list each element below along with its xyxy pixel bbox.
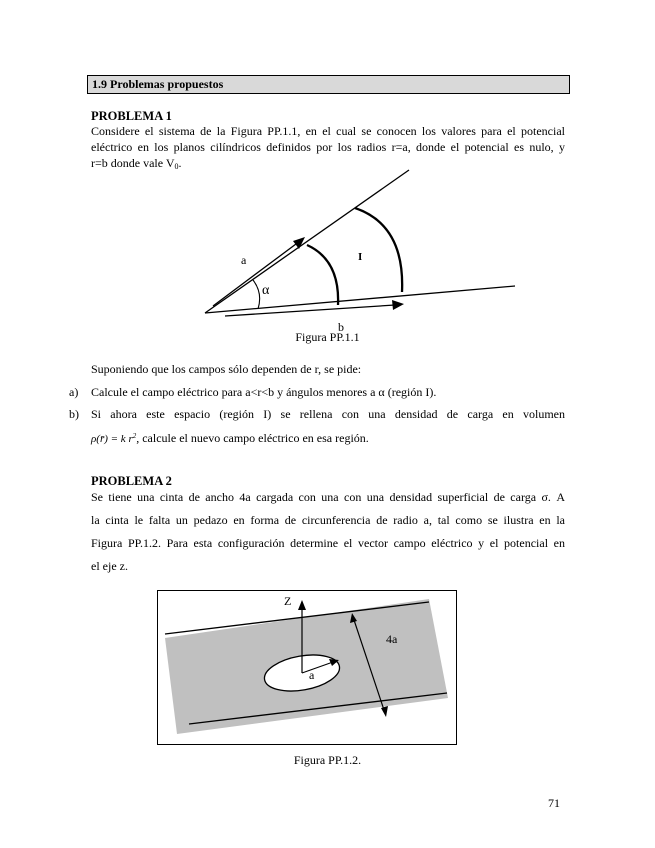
- fig2-label-4a: 4a: [386, 632, 398, 646]
- problem1-heading: PROBLEMA 1: [91, 109, 172, 123]
- fig1-label-region: I: [358, 251, 363, 263]
- figure-pp-1-1: [195, 165, 525, 335]
- figure-pp-1-2-caption: Figura PP.1.2.: [293, 753, 362, 767]
- section-title: 1.9 Problemas propuestos: [87, 75, 570, 94]
- problem2-heading: PROBLEMA 2: [91, 474, 172, 488]
- figure-pp-1-2: [157, 590, 457, 745]
- problem2-text: [91, 486, 565, 578]
- fig2-label-a: a: [309, 668, 315, 682]
- item-b-line2: ρ(r̄) = k $r^2$, calcule el nuevo campo eléctrico en esa región.: [91, 431, 369, 445]
- rho-formula: ρ(r̄) = k $r^2$: [91, 432, 137, 445]
- problem1-intro-line1: Considere el sistema de la Figura PP.1.1, en el cual se conocen los valores para el potencial: [91, 124, 565, 138]
- figure-pp-1-1-caption: Figura PP.1.1: [295, 330, 360, 344]
- problem2-line4: el eje z.: [91, 559, 128, 573]
- problem2-line3: Figura PP.1.2. Para esta configuración determine el vector campo eléctrico y el potencial en: [91, 536, 565, 550]
- problem1-assumption: Suponiendo que los campos sólo dependen de r, se pide:: [91, 362, 362, 376]
- fig2-label-z: Z: [284, 594, 292, 608]
- fig1-label-b: b: [338, 320, 344, 334]
- item-a-text: Calcule el campo eléctrico para a<r<b y ángulos menores a α (región I).: [91, 385, 437, 399]
- problem2-line2: la cinta le falta un pedazo en forma de circunferencia de radio a, tal como se ilustra en la: [91, 513, 565, 527]
- problem1-intro-line3: r=b donde vale $V_0$.: [91, 156, 182, 171]
- page-number: 71: [548, 796, 560, 810]
- fig1-label-alpha: α: [262, 283, 270, 298]
- item-a-marker: a): [69, 385, 79, 399]
- item-b-line1: Si ahora este espacio (región I) se rellena con una densidad de carga en volumen: [91, 407, 565, 421]
- item-b-marker: b): [69, 407, 79, 421]
- fig1-label-a: a: [241, 253, 247, 267]
- problem2-line1: Se tiene una cinta de ancho 4a cargada con una con una densidad superficial de carga σ. A: [91, 490, 565, 504]
- problem1-intro-line2: eléctrico en los planos cilíndricos definidos por los radios r=a, donde el potencial es nulo, y: [91, 140, 565, 154]
